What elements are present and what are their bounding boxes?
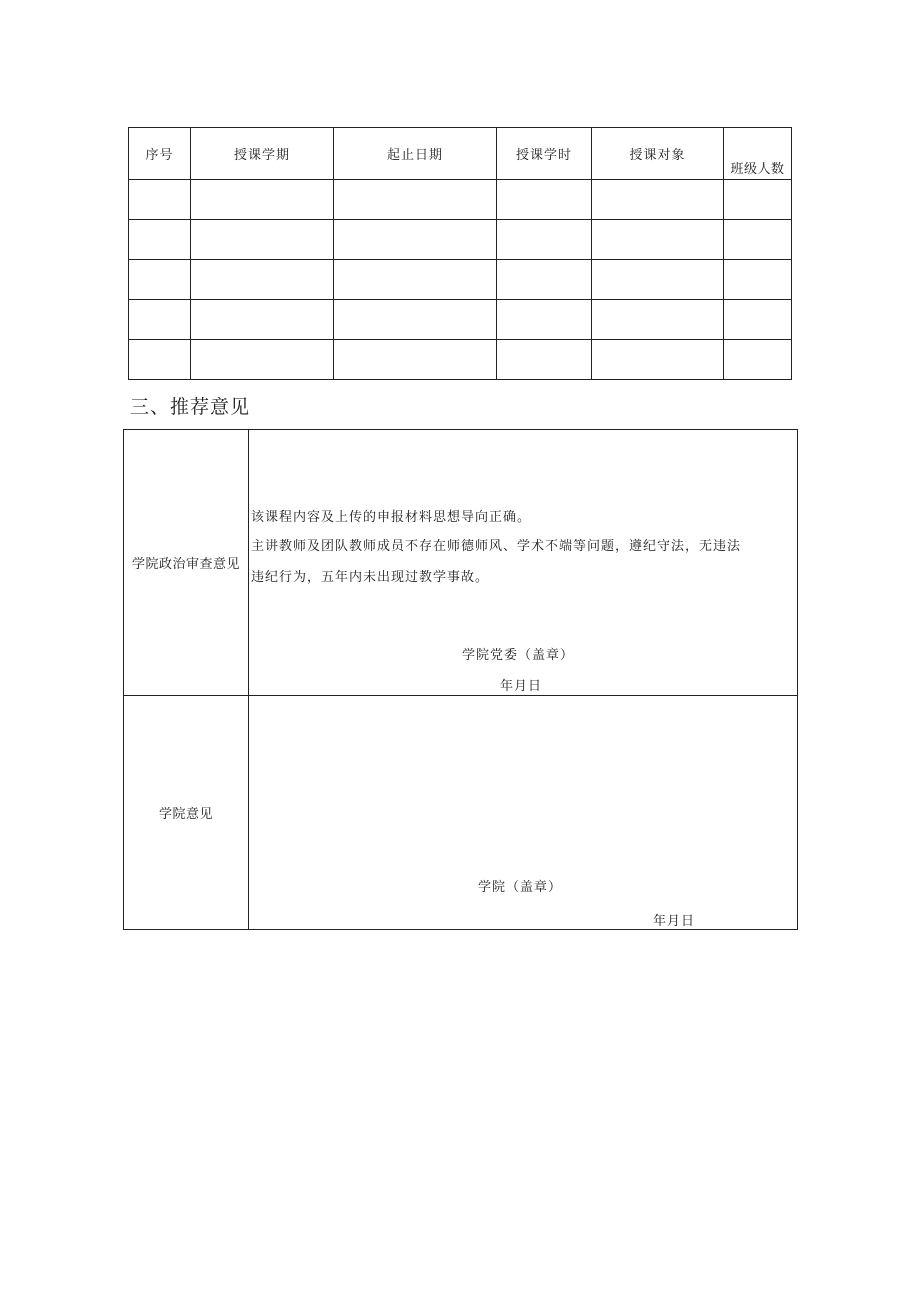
table-cell[interactable] [497,220,592,260]
political-review-label: 学院政治审查意见 [124,430,249,696]
table-cell[interactable] [334,340,497,380]
table-cell[interactable] [129,220,191,260]
header-class-size: 班级人数 [724,128,792,180]
table-cell[interactable] [592,260,724,300]
table-cell[interactable] [191,180,334,220]
college-opinion-row [124,696,798,930]
table-cell[interactable] [129,340,191,380]
teaching-record-table [128,127,792,380]
table-cell[interactable] [592,340,724,380]
table-cell[interactable] [334,260,497,300]
political-review-row [124,430,798,696]
table-cell[interactable] [724,340,792,380]
political-review-text-line-1: 该课程内容及上传的申报材料思想导向正确。 [251,510,532,525]
table-cell[interactable] [497,300,592,340]
table-cell[interactable] [724,220,792,260]
table-cell[interactable] [129,300,191,340]
college-opinion-cell [249,696,798,930]
table-cell[interactable] [334,220,497,260]
table-cell[interactable] [129,260,191,300]
table-cell[interactable] [497,340,592,380]
table-cell[interactable] [724,180,792,220]
table-cell[interactable] [334,300,497,340]
table-row [129,180,792,220]
recommendation-table [123,429,798,930]
table-row [129,300,792,340]
table-cell[interactable] [497,180,592,220]
table-cell[interactable] [592,300,724,340]
header-semester: 授课学期 [191,128,334,180]
table-cell[interactable] [724,300,792,340]
college-opinion-label: 学院意见 [124,696,249,930]
header-audience: 授课对象 [592,128,724,180]
college-seal: 学院（盖章） [478,880,563,895]
section-heading: 三、推荐意见 [130,396,251,418]
table-row [129,260,792,300]
party-committee-seal: 学院党委（盖章） [462,648,575,663]
table-row [129,220,792,260]
political-review-text-line-3: 违纪行为，五年内未出现过教学事故。 [251,570,490,585]
table-cell[interactable] [129,180,191,220]
political-review-cell [249,430,798,696]
table-cell[interactable] [334,180,497,220]
table-cell[interactable] [592,220,724,260]
table-cell[interactable] [191,300,334,340]
table-cell[interactable] [724,260,792,300]
political-review-text-line-2: 主讲教师及团队教师成员不存在师德师风、学术不端等问题，遵纪守法，无违法 [251,539,742,554]
table-row [129,340,792,380]
table-cell[interactable] [191,260,334,300]
header-date-range: 起止日期 [334,128,497,180]
table-header-row [129,128,792,180]
table-cell[interactable] [191,220,334,260]
header-hours: 授课学时 [497,128,592,180]
college-opinion-date: 年月日 [653,914,696,929]
table-cell[interactable] [592,180,724,220]
header-serial: 序号 [129,128,191,180]
table-cell[interactable] [497,260,592,300]
political-review-date: 年月日 [500,679,543,694]
table-cell[interactable] [191,340,334,380]
